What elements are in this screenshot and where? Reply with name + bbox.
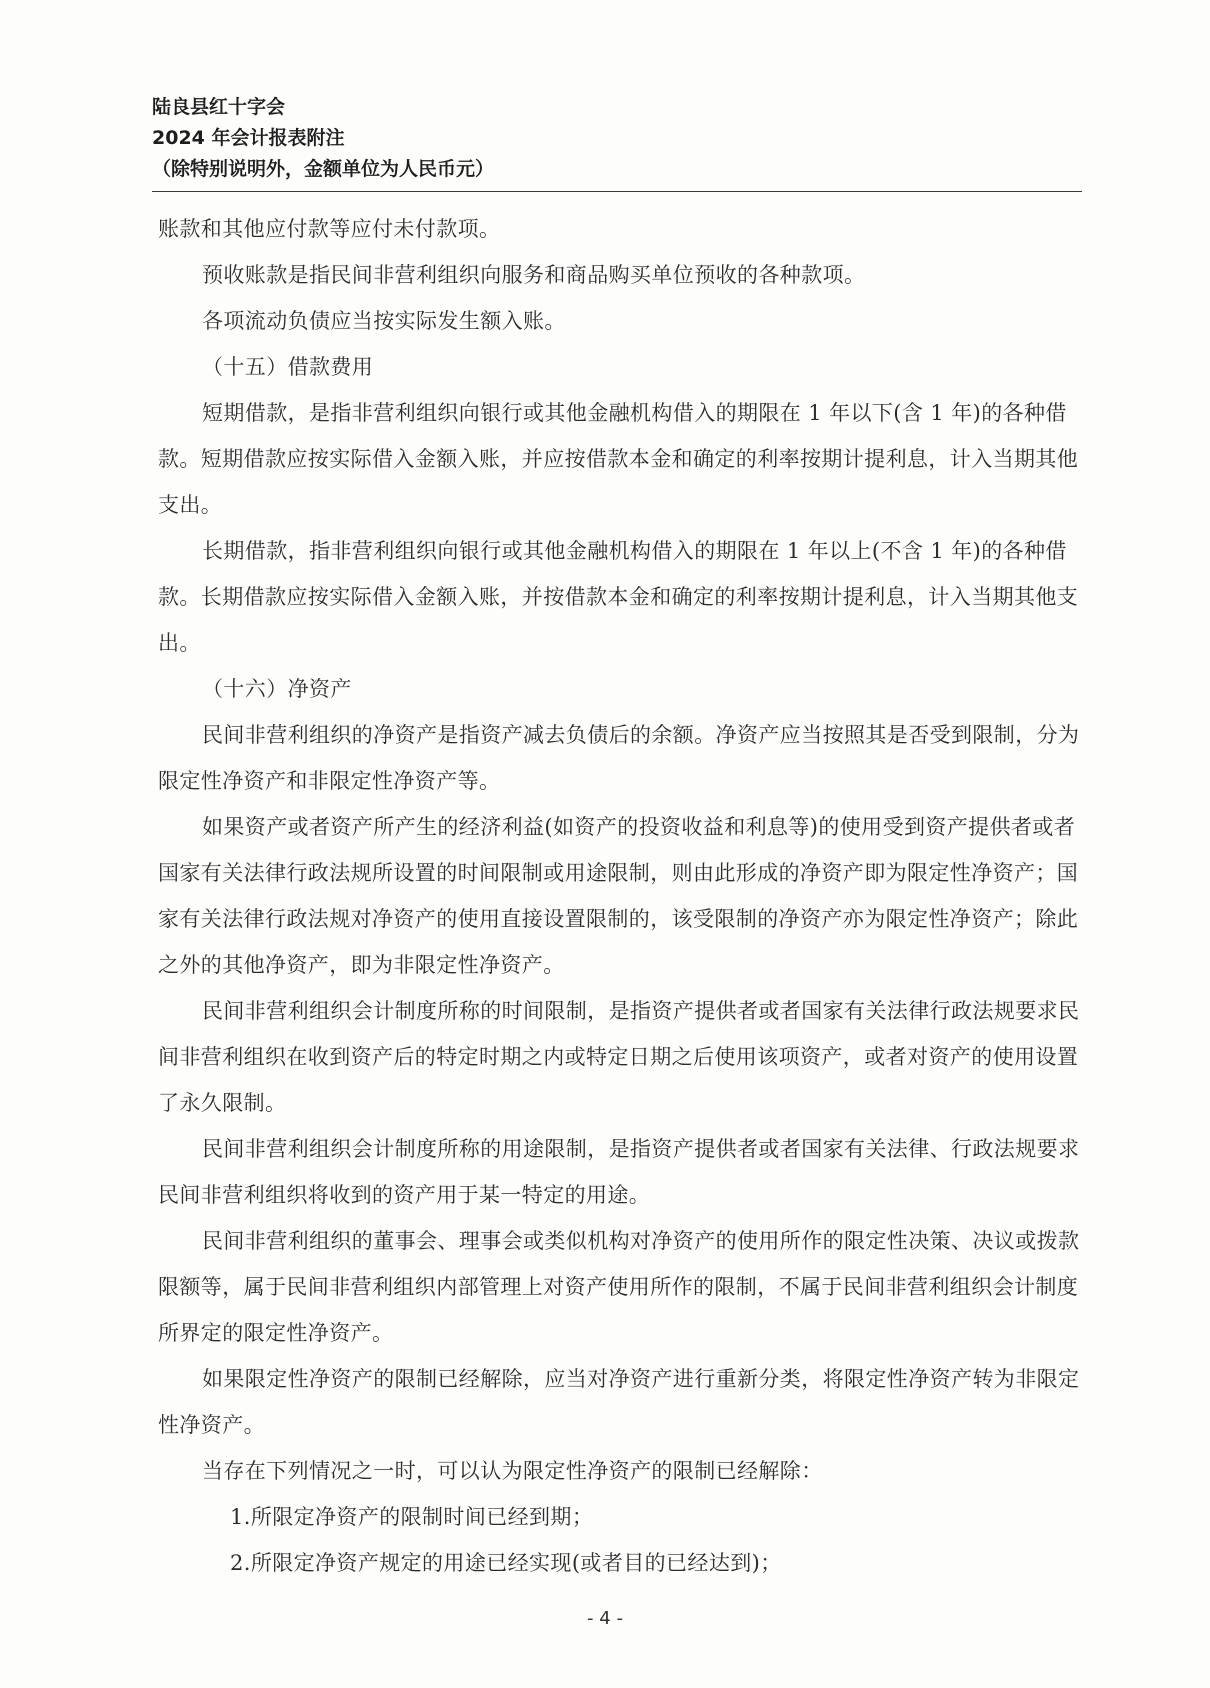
list-item: 2.所限定净资产规定的用途已经实现(或者目的已经达到)；	[230, 1551, 782, 1575]
list-item: 1.所限定净资产的限制时间已经到期；	[230, 1505, 594, 1529]
page-header	[152, 92, 1082, 185]
paragraph-net-assets-definition: 民间非营利组织的净资产是指资产减去负债后的余额。净资产应当按照其是否受到限制，分为限定性净资产和非限定性净资产等。	[158, 723, 1080, 793]
section-heading-borrowing-costs: （十五）借款费用	[202, 355, 374, 379]
paragraph-continued: 账款和其他应付款等应付未付款项。	[158, 217, 501, 241]
document-body	[158, 206, 1082, 1586]
header-title: 2024 年会计报表附注	[152, 127, 345, 149]
paragraph-advance-receipts: 预收账款是指民间非营利组织向服务和商品购买单位预收的各种款项。	[202, 263, 866, 287]
paragraph-release-conditions: 当存在下列情况之一时，可以认为限定性净资产的限制已经解除：	[202, 1459, 823, 1483]
paragraph-long-term-loans: 长期借款，指非营利组织向银行或其他金融机构借入的期限在 1 年以上(不含 1 年)的各种借款。长期借款应按实际借入金额入账，并按借款本金和确定的利率按期计提利息，计入当期其他支出。	[158, 539, 1079, 655]
paragraph-board-decisions: 民间非营利组织的董事会、理事会或类似机构对净资产的使用所作的限定性决策、决议或拨款限额等，属于民间非营利组织内部管理上对资产使用所作的限制，不属于民间非营利组织会计制度所界定的限定性净资产。	[158, 1229, 1080, 1345]
header-divider	[152, 191, 1082, 192]
paragraph-reclassification: 如果限定性净资产的限制已经解除，应当对净资产进行重新分类，将限定性净资产转为非限定性净资产。	[158, 1367, 1080, 1437]
header-org: 陆良县红十字会	[152, 96, 286, 118]
paragraph-current-liabilities: 各项流动负债应当按实际发生额入账。	[202, 309, 566, 333]
paragraph-restricted-net-assets: 如果资产或者资产所产生的经济利益(如资产的投资收益和利息等)的使用受到资产提供者或者国家有关法律行政法规所设置的时间限制或用途限制，则由此形成的净资产即为限定性净资产；国家有关法律行政法规对净资产的使用直接设置限制的，该受限制的净资产亦为限定性净资产；除此之外的其他净资产，即为非限定性净资产。	[158, 815, 1079, 977]
section-heading-net-assets: （十六）净资产	[202, 677, 352, 701]
header-unit-note: （除特别说明外，金额单位为人民币元）	[152, 158, 495, 180]
page-number: - 4 -	[587, 1608, 623, 1629]
paragraph-short-term-loans: 短期借款，是指非营利组织向银行或其他金融机构借入的期限在 1 年以下(含 1 年)的各种借款。短期借款应按实际借入金额入账，并应按借款本金和确定的利率按期计提利息，计入当期其他支出。	[158, 401, 1079, 517]
paragraph-purpose-restriction: 民间非营利组织会计制度所称的用途限制，是指资产提供者或者国家有关法律、行政法规要求民间非营利组织将收到的资产用于某一特定的用途。	[158, 1137, 1080, 1207]
paragraph-time-restriction: 民间非营利组织会计制度所称的时间限制，是指资产提供者或者国家有关法律行政法规要求民间非营利组织在收到资产后的特定时期之内或特定日期之后使用该项资产，或者对资产的使用设置了永久限制。	[158, 999, 1080, 1115]
